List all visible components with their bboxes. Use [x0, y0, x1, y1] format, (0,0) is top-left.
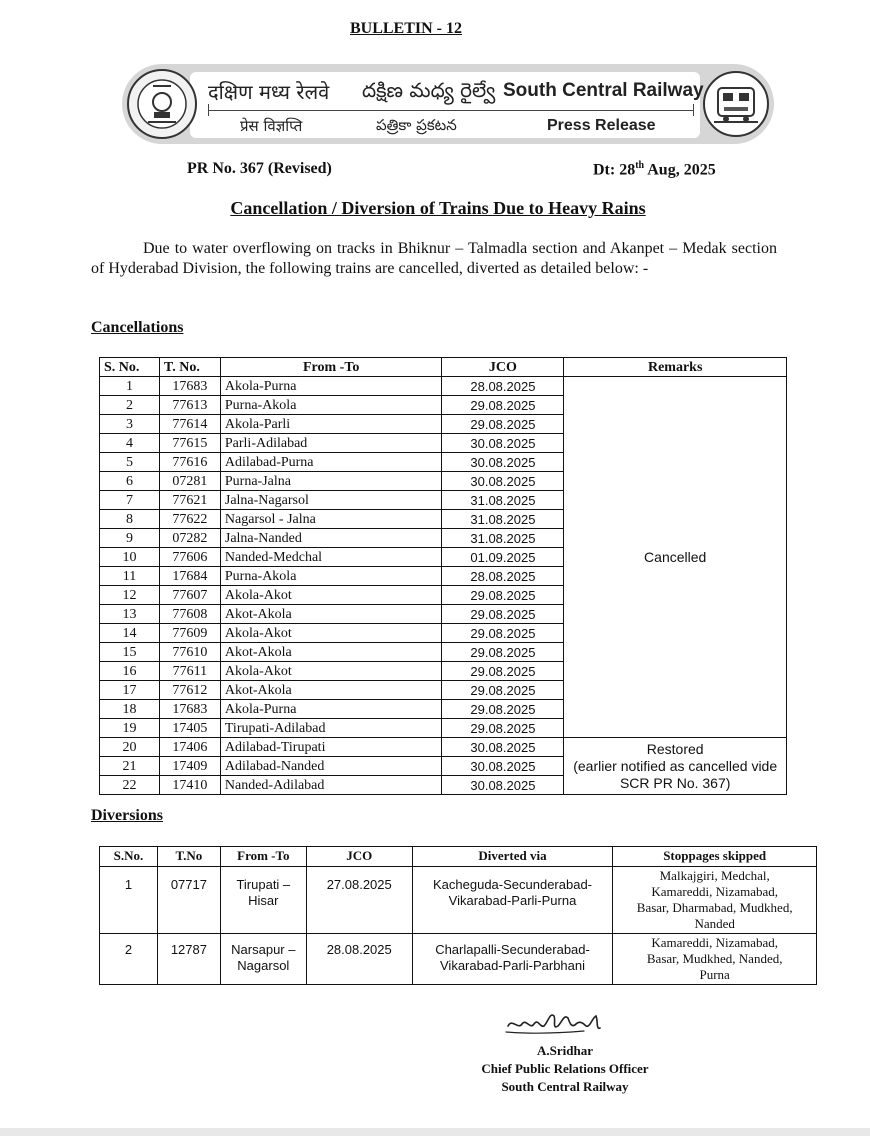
remark-restored-line: SCR PR No. 367) [619, 774, 731, 791]
cell-tno: 77614 [159, 415, 220, 434]
cell-jco: 28.08.2025 [306, 934, 412, 985]
locomotive-emblem [702, 70, 770, 138]
cell-jco: 29.08.2025 [442, 624, 564, 643]
cell-from-to: Akola-Parli [220, 415, 442, 434]
cell-sno: 17 [100, 681, 160, 700]
remark-restored-line: Restored [646, 740, 704, 757]
cell-tno: 77616 [159, 453, 220, 472]
cell-jco: 29.08.2025 [442, 605, 564, 624]
cell-sno: 14 [100, 624, 160, 643]
cell-sno: 18 [100, 700, 160, 719]
header-tno: T. No. [159, 358, 220, 377]
cell-from-to: Akola-Akot [220, 586, 442, 605]
banner-telugu-title: దక్షిణ మధ్య రైల్వే [362, 78, 496, 102]
via-line: Charlapalli-Secunderabad- [435, 942, 590, 957]
cell-sno: 16 [100, 662, 160, 681]
cell-from-to [220, 867, 306, 934]
cell-tno: 77606 [159, 548, 220, 567]
diversions-table [99, 846, 817, 985]
cell-jco: 30.08.2025 [442, 472, 564, 491]
cancellations-title: Cancellations [91, 319, 184, 336]
handwritten-signature [500, 1006, 610, 1040]
cell-sno: 1 [100, 377, 160, 396]
cell-from-to: Akola-Akot [220, 662, 442, 681]
cell-jco: 29.08.2025 [442, 681, 564, 700]
cell-jco: 30.08.2025 [442, 776, 564, 795]
cell-sno: 9 [100, 529, 160, 548]
cell-from-to: Akola-Akot [220, 624, 442, 643]
cell-sno: 3 [100, 415, 160, 434]
cell-tno: 17684 [159, 567, 220, 586]
indian-railways-logo [126, 68, 198, 140]
cell-sno: 15 [100, 643, 160, 662]
cell-jco: 29.08.2025 [442, 662, 564, 681]
cell-tno: 17405 [159, 719, 220, 738]
bulletin-number: BULLETIN - 12 [349, 20, 463, 37]
cell-tno: 77612 [159, 681, 220, 700]
remark-cancelled: Cancelled [564, 377, 787, 738]
cell-sno: 10 [100, 548, 160, 567]
cancellations-header-row [100, 358, 787, 377]
cell-tno: 77607 [159, 586, 220, 605]
cell-diverted-via [412, 867, 613, 934]
signatory-designation: Chief Public Relations Officer [481, 1061, 649, 1076]
cell-sno: 2 [100, 934, 158, 985]
cell-tno: 17409 [159, 757, 220, 776]
header-from-to: From -To [220, 358, 442, 377]
banner-english-press-release: Press Release [547, 117, 656, 134]
date-prefix: Dt: 28 [593, 161, 636, 179]
skip-line: Kamareddi, Nizamabad, [651, 884, 779, 899]
cell-tno: 77608 [159, 605, 220, 624]
cell-jco: 30.08.2025 [442, 453, 564, 472]
cell-from-to: Tirupati-Adilabad [220, 719, 442, 738]
cell-sno: 1 [100, 867, 158, 934]
cell-from-to: Adilabad-Nanded [220, 757, 442, 776]
banner-hindi-press-release: प्रेस विज्ञप्ति [240, 117, 303, 135]
cell-sno: 5 [100, 453, 160, 472]
table-row [100, 934, 817, 985]
cell-from-to: Akola-Purna [220, 377, 442, 396]
banner-english-title: South Central Railway [503, 80, 704, 101]
header-sno: S.No. [100, 847, 158, 867]
intro-text: Due to water overflowing on tracks in Bhiknur – Talmadla section and Akanpet – Medak section of Hyderabad Division, the following trains are cancelled, diverted as detailed below: - [91, 240, 777, 277]
banner-divider-left-tick [208, 104, 209, 116]
cell-sno: 22 [100, 776, 160, 795]
header-from-to: From -To [220, 847, 306, 867]
header-remarks: Remarks [564, 358, 787, 377]
table-row [100, 867, 817, 934]
cell-from-to [220, 934, 306, 985]
cell-tno: 07281 [159, 472, 220, 491]
cell-jco: 28.08.2025 [442, 567, 564, 586]
cell-from-to: Purna-Akola [220, 396, 442, 415]
cell-sno: 7 [100, 491, 160, 510]
skip-line: Kamareddi, Nizamabad, [651, 935, 779, 950]
cancellations-table [99, 357, 787, 795]
date-suffix: Aug, 2025 [644, 161, 716, 179]
cell-tno: 77611 [159, 662, 220, 681]
cell-tno: 07717 [157, 867, 220, 934]
header-jco: JCO [306, 847, 412, 867]
from-to-line: Tirupati – [236, 877, 291, 892]
signatory-organisation: South Central Railway [501, 1079, 629, 1094]
diversions-header-row [100, 847, 817, 867]
cell-stoppages-skipped [613, 867, 817, 934]
cell-sno: 21 [100, 757, 160, 776]
cell-sno: 13 [100, 605, 160, 624]
cell-jco: 27.08.2025 [306, 867, 412, 934]
cell-tno: 17683 [159, 377, 220, 396]
cell-jco: 29.08.2025 [442, 396, 564, 415]
cell-sno: 2 [100, 396, 160, 415]
document-heading: Cancellation / Diversion of Trains Due to Heavy Rains [230, 198, 646, 218]
via-line: Kacheguda-Secunderabad- [433, 877, 593, 892]
cell-stoppages-skipped [613, 934, 817, 985]
cell-jco: 29.08.2025 [442, 643, 564, 662]
cell-jco: 29.08.2025 [442, 719, 564, 738]
cell-tno: 77609 [159, 624, 220, 643]
banner-divider [208, 110, 694, 111]
cell-jco: 01.09.2025 [442, 548, 564, 567]
cell-jco: 31.08.2025 [442, 510, 564, 529]
cell-from-to: Nagarsol - Jalna [220, 510, 442, 529]
cell-tno: 77615 [159, 434, 220, 453]
cell-tno: 17410 [159, 776, 220, 795]
cell-tno: 77610 [159, 643, 220, 662]
cell-tno: 17683 [159, 700, 220, 719]
header-sno: S. No. [100, 358, 160, 377]
cell-sno: 4 [100, 434, 160, 453]
cell-from-to: Akola-Purna [220, 700, 442, 719]
cell-sno: 8 [100, 510, 160, 529]
cell-from-to: Nanded-Adilabad [220, 776, 442, 795]
cell-tno: 77621 [159, 491, 220, 510]
banner-divider-right-tick [693, 104, 694, 116]
cancellations-table-body [100, 377, 787, 795]
cell-jco: 29.08.2025 [442, 586, 564, 605]
diversions-title: Diversions [91, 807, 163, 824]
cell-from-to: Nanded-Medchal [220, 548, 442, 567]
cell-jco: 31.08.2025 [442, 529, 564, 548]
cell-from-to: Akot-Akola [220, 643, 442, 662]
skip-line: Nanded [694, 916, 735, 931]
cell-jco: 29.08.2025 [442, 700, 564, 719]
cell-tno: 07282 [159, 529, 220, 548]
from-to-line: Nagarsol [237, 958, 290, 973]
skip-line: Basar, Mudkhed, Nanded, [646, 951, 783, 966]
banner-telugu-press-release: పత్రికా ప్రకటన [376, 116, 457, 134]
cell-jco: 29.08.2025 [442, 415, 564, 434]
skip-line: Purna [699, 967, 730, 982]
cell-tno: 77622 [159, 510, 220, 529]
cell-diverted-via [412, 934, 613, 985]
release-date [593, 160, 716, 179]
banner-hindi-title: दक्षिण मध्य रेलवे [208, 80, 330, 104]
cell-jco: 28.08.2025 [442, 377, 564, 396]
cell-jco: 30.08.2025 [442, 757, 564, 776]
cell-sno: 6 [100, 472, 160, 491]
via-line: Vikarabad-Parli-Parbhani [440, 958, 586, 973]
header-jco: JCO [442, 358, 564, 377]
cell-from-to: Purna-Jalna [220, 472, 442, 491]
cell-sno: 20 [100, 738, 160, 757]
remark-restored [564, 738, 787, 795]
header-diverted-via: Diverted via [412, 847, 613, 867]
cell-jco: 30.08.2025 [442, 738, 564, 757]
signatory-name: A.Sridhar [537, 1043, 593, 1058]
cell-jco: 31.08.2025 [442, 491, 564, 510]
skip-line: Basar, Dharmabad, Mudkhed, [636, 900, 793, 915]
from-to-line: Hisar [248, 893, 279, 908]
date-ordinal: th [635, 160, 645, 171]
cell-from-to: Adilabad-Purna [220, 453, 442, 472]
press-release-number: PR No. 367 (Revised) [187, 160, 332, 177]
cell-tno: 17406 [159, 738, 220, 757]
cell-sno: 19 [100, 719, 160, 738]
remark-restored-line: (earlier notified as cancelled vide [573, 757, 778, 774]
cell-tno: 77613 [159, 396, 220, 415]
header-tno: T.No [157, 847, 220, 867]
cell-jco: 30.08.2025 [442, 434, 564, 453]
cell-from-to: Parli-Adilabad [220, 434, 442, 453]
table-row [100, 738, 787, 757]
cell-from-to: Jalna-Nanded [220, 529, 442, 548]
intro-paragraph [91, 239, 777, 279]
skip-line: Malkajgiri, Medchal, [659, 868, 770, 883]
header-stoppages-skipped: Stoppages skipped [613, 847, 817, 867]
cell-from-to: Jalna-Nagarsol [220, 491, 442, 510]
cell-sno: 12 [100, 586, 160, 605]
cell-sno: 11 [100, 567, 160, 586]
page-bottom-edge [0, 1128, 870, 1136]
via-line: Vikarabad-Parli-Purna [448, 893, 577, 908]
signatory-block [0, 1042, 870, 1096]
cell-from-to: Adilabad-Tirupati [220, 738, 442, 757]
cell-tno: 12787 [157, 934, 220, 985]
cell-from-to: Akot-Akola [220, 681, 442, 700]
from-to-line: Narsapur – [231, 942, 296, 957]
cell-from-to: Akot-Akola [220, 605, 442, 624]
cell-from-to: Purna-Akola [220, 567, 442, 586]
table-row [100, 377, 787, 396]
